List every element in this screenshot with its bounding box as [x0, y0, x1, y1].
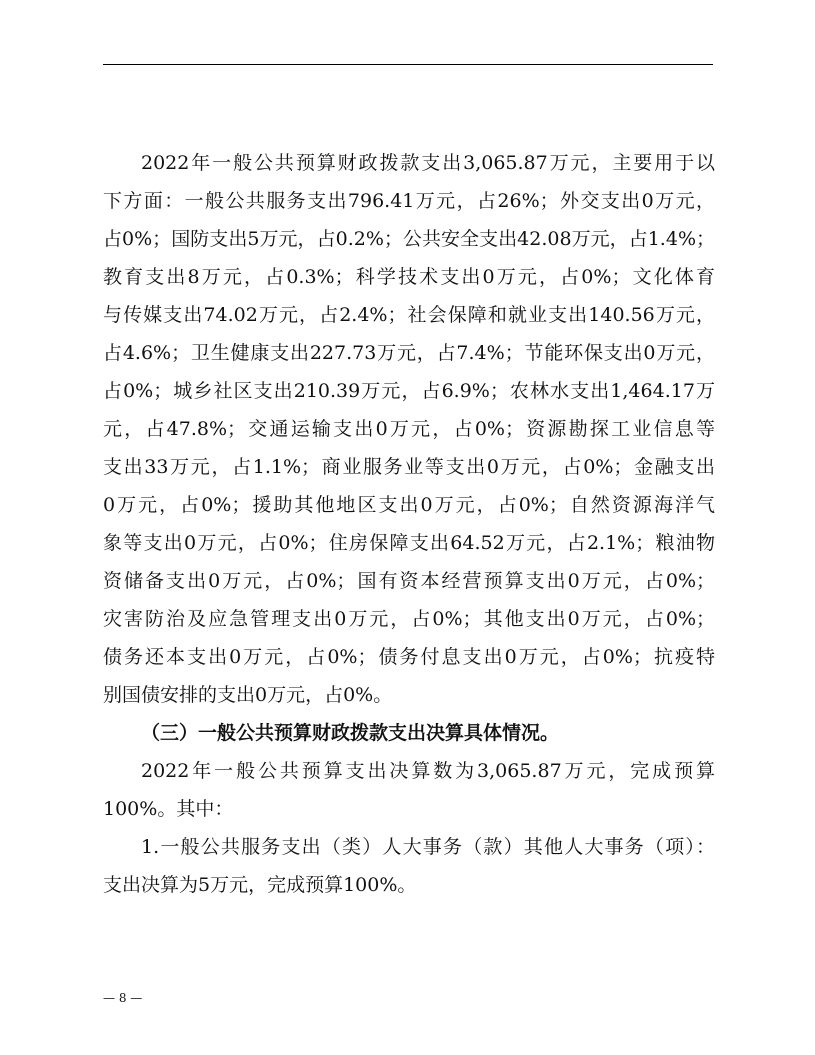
- paragraph-expenditure-summary: [103, 144, 715, 714]
- text-line: 占4.6%；卫生健康支出227.73万元，占7.4%；节能环保支出0万元，: [103, 342, 715, 364]
- text-line: 别国债安排的支出0万元，占0%。: [103, 684, 393, 706]
- section-heading: （三）一般公共预算财政拨款支出决算具体情况。: [141, 722, 560, 744]
- text-line: 0万元，占0%；援助其他地区支出0万元，占0%；自然资源海洋气: [103, 494, 715, 516]
- header-rule: [103, 64, 713, 65]
- page-number: — 8 —: [103, 991, 143, 1005]
- text-line: 与传媒支出74.02万元，占2.4%；社会保障和就业支出140.56万元，: [103, 304, 715, 326]
- text-line: 支出33万元，占1.1%；商业服务业等支出0万元，占0%；金融支出: [103, 456, 715, 478]
- text-line: 灾害防治及应急管理支出0万元，占0%；其他支出0万元，占0%；: [103, 608, 715, 630]
- text-line: 下方面：一般公共服务支出796.41万元，占26%；外交支出0万元，: [103, 190, 715, 212]
- text-line: 100%。其中：: [103, 798, 234, 820]
- text-line: 支出决算为5万元，完成预算100%。: [103, 874, 417, 896]
- text-line: 2022年一般公共预算支出决算数为3,065.87万元，完成预算: [141, 760, 715, 782]
- text-line: 2022年一般公共预算财政拨款支出3,065.87万元，主要用于以: [141, 152, 715, 174]
- document-body: [103, 144, 715, 904]
- text-line: 债务还本支出0万元，占0%；债务付息支出0万元，占0%；抗疫特: [103, 646, 715, 668]
- paragraph-final-accounts: [103, 752, 715, 828]
- text-line: 象等支出0万元，占0%；住房保障支出64.52万元，占2.1%；粮油物: [103, 532, 715, 554]
- text-line: 占0%；国防支出5万元，占0.2%；公共安全支出42.08万元，占1.4%；: [103, 228, 715, 250]
- text-line: 资储备支出0万元，占0%；国有资本经营预算支出0万元，占0%；: [103, 570, 715, 592]
- paragraph-item-1: [103, 828, 715, 904]
- text-line: 占0%；城乡社区支出210.39万元，占6.9%；农林水支出1,464.17万: [103, 380, 715, 402]
- text-line: 1.一般公共服务支出（类）人大事务（款）其他人大事务（项）：: [141, 836, 715, 858]
- text-line: 教育支出8万元，占0.3%；科学技术支出0万元，占0%；文化体育: [103, 266, 715, 288]
- text-line: 元，占47.8%；交通运输支出0万元，占0%；资源勘探工业信息等: [103, 418, 715, 440]
